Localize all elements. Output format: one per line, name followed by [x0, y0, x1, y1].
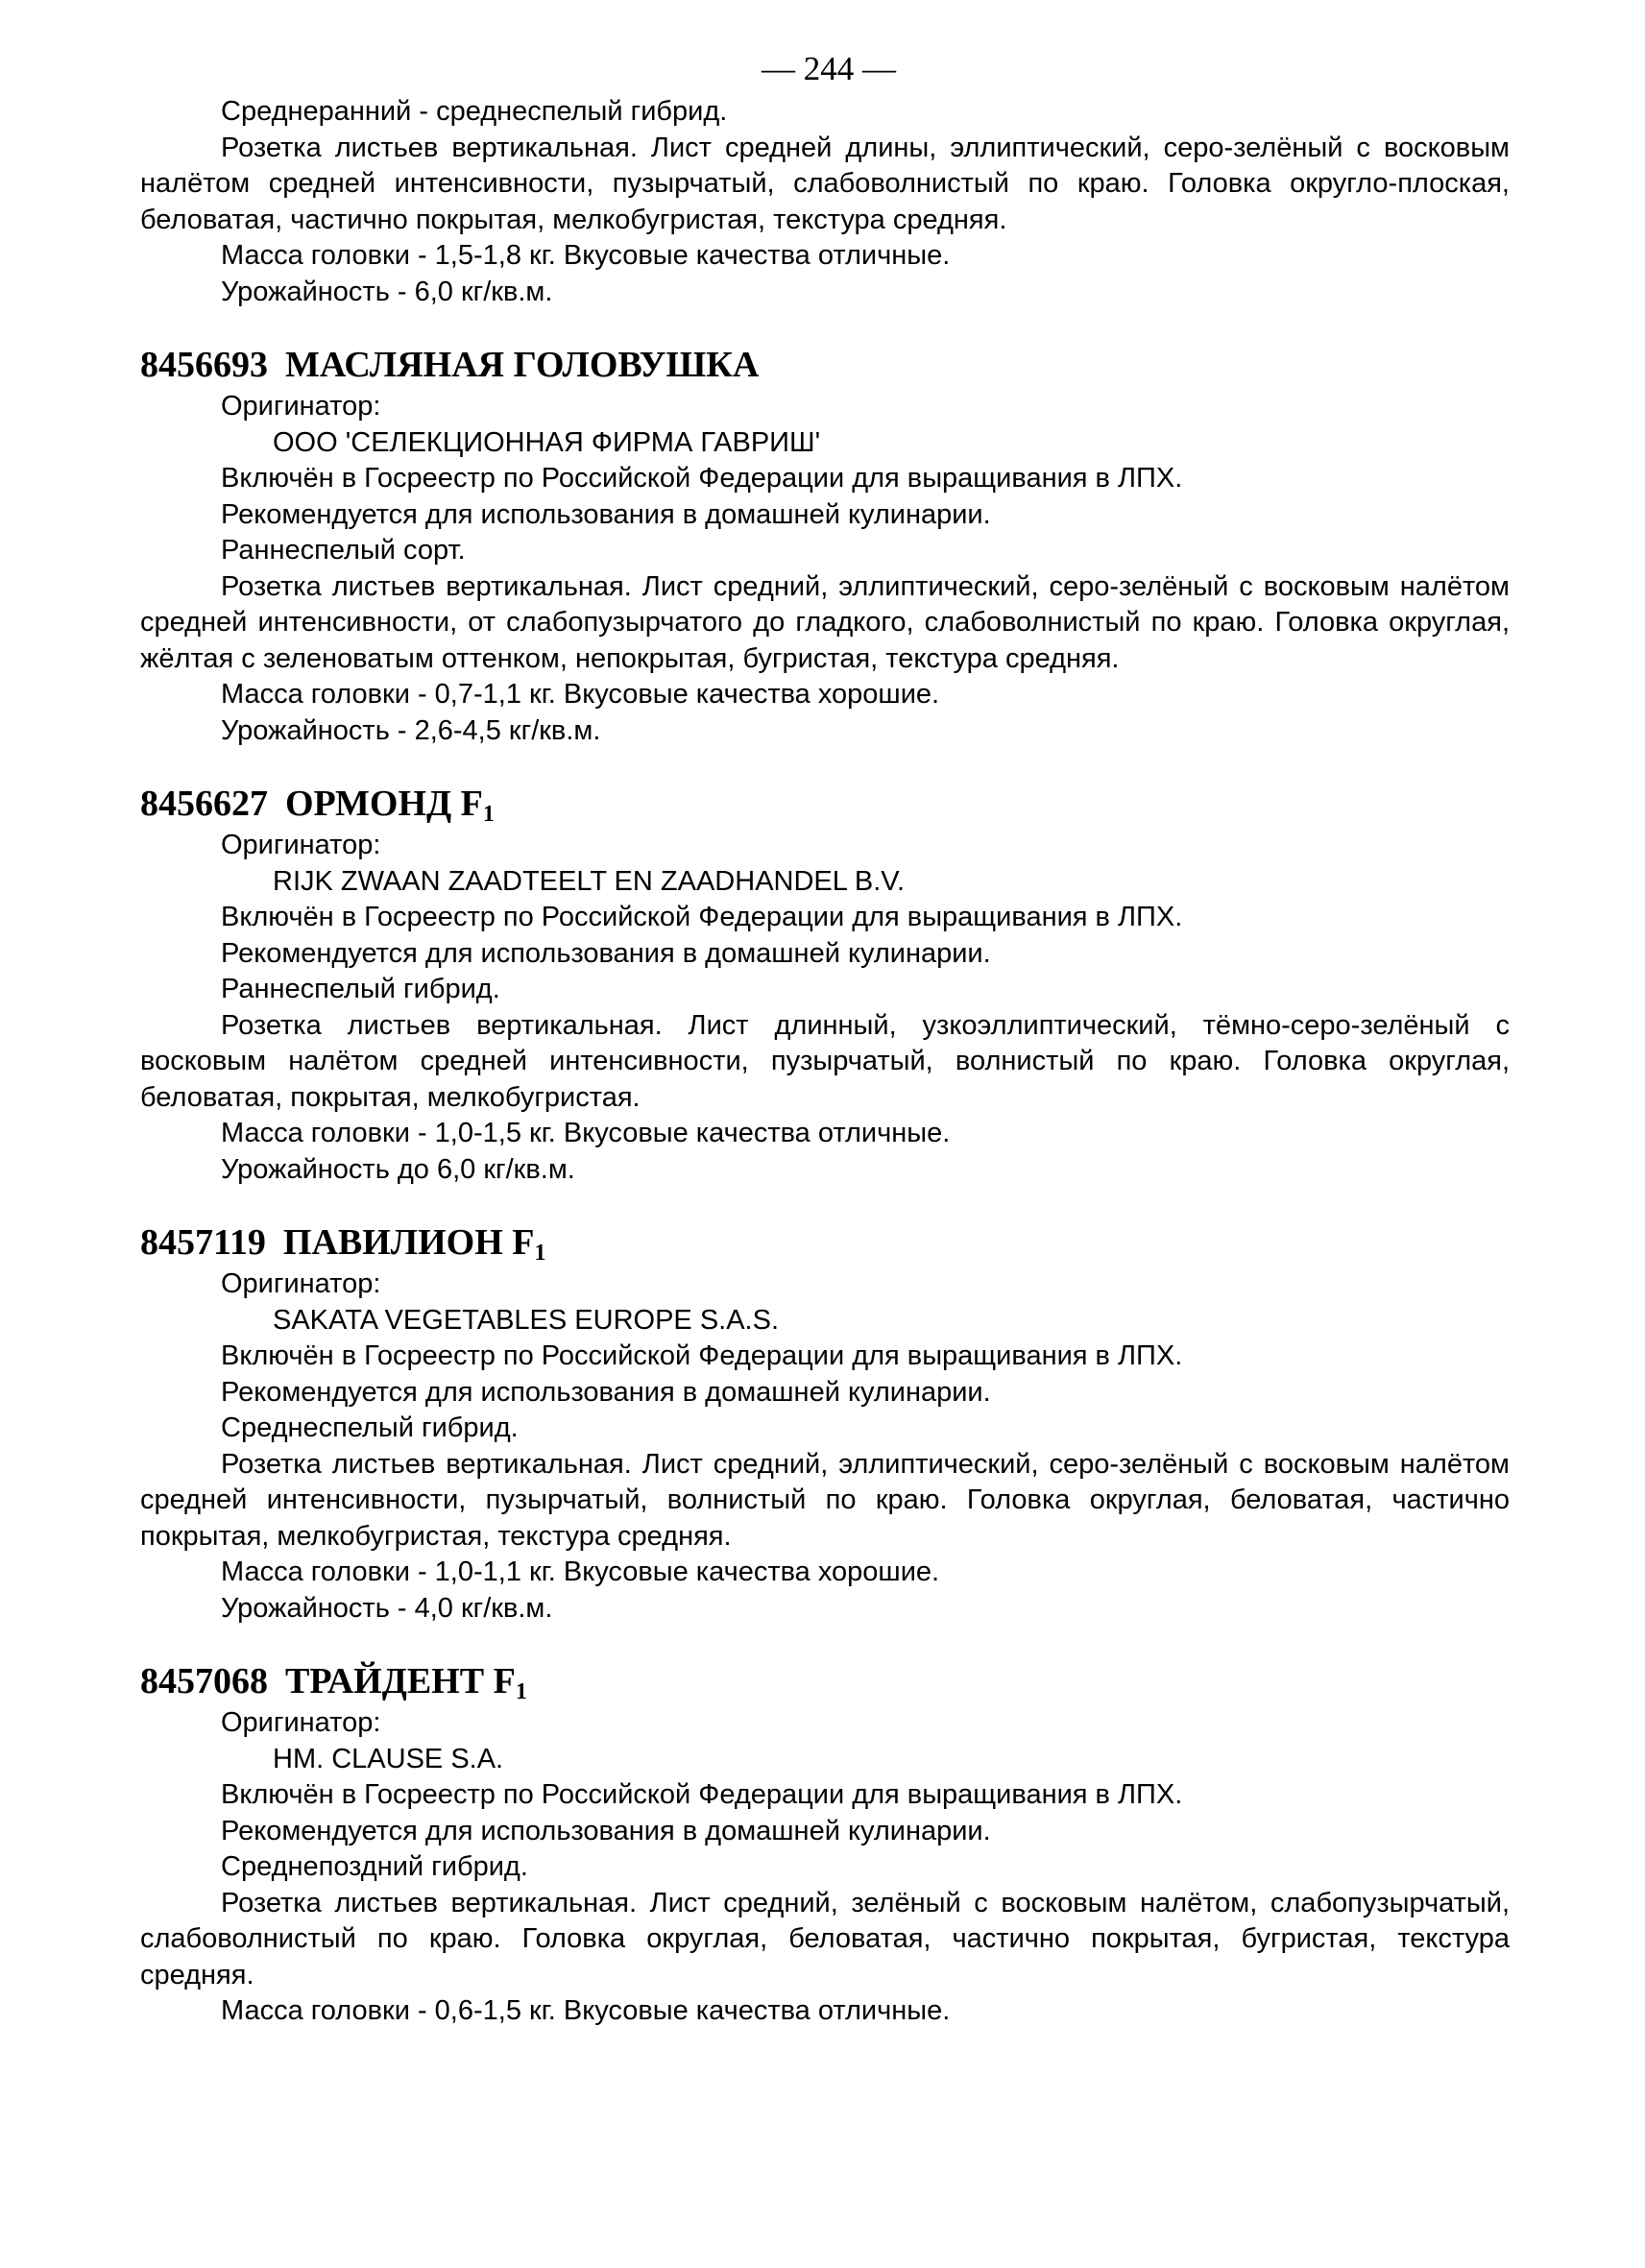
registry-note: Включён в Госреестр по Российской Федерации для выращивания в ЛПХ. [221, 1779, 1183, 1810]
yield-note: Урожайность до 6,0 кг/кв.м. [221, 1153, 575, 1185]
variety-entry [140, 344, 1510, 749]
variety-name: ТРАЙДЕНТ [285, 1661, 485, 1701]
originator-name: SAKATA VEGETABLES EUROPE S.A.S. [273, 1304, 780, 1336]
maturity-note: Среднепоздний гибрид. [221, 1851, 528, 1882]
variety-number: 8456627 [140, 784, 268, 824]
maturity-note: Среднеспелый гибрид. [221, 1412, 519, 1443]
mass-note: Масса головки - 0,6-1,5 кг. Вкусовые качества отличные. [221, 1995, 951, 2026]
variety-name: ПАВИЛИОН [282, 1222, 503, 1263]
registry-note: Включён в Госреестр по Российской Федерации для выращивания в ЛПХ. [221, 463, 1183, 494]
hybrid-marker-subscript: 1 [482, 802, 495, 827]
variety-entry [140, 783, 1510, 1188]
originator-label: Оригинатор: [221, 830, 381, 860]
originator-label: Оригинатор: [221, 1707, 381, 1738]
maturity-note: Раннеспелый сорт. [221, 535, 466, 566]
registry-note: Включён в Госреестр по Российской Федерации для выращивания в ЛПХ. [221, 1340, 1183, 1371]
variety-heading [140, 1660, 1510, 1702]
variety-entry [140, 1660, 1510, 2030]
page-number: — 244 — [762, 50, 896, 87]
originator-label: Оригинатор: [221, 1268, 381, 1299]
maturity-note: Раннеспелый гибрид. [221, 974, 500, 1004]
variety-heading [140, 1221, 1510, 1264]
description-text: Розетка листьев вертикальная. Лист средний, зелёный с восковым налётом, слабопузырчатый, слабоволнистый по краю. Головка округлая, беловатая, частично покрытая, бугристая, текстура средняя. [140, 1887, 1510, 1991]
originator-name: HM. CLAUSE S.A. [273, 1743, 504, 1774]
intro-section [140, 94, 1510, 310]
yield-note: Урожайность - 2,6-4,5 кг/кв.м. [221, 714, 601, 746]
intro-yield: Урожайность - 6,0 кг/кв.м. [221, 276, 553, 307]
mass-note: Масса головки - 1,0-1,5 кг. Вкусовые качества отличные. [221, 1118, 951, 1148]
hybrid-marker-subscript: 1 [515, 1679, 527, 1704]
hybrid-marker: F [493, 1661, 516, 1701]
originator-name: RIJK ZWAAN ZAADTEELT EN ZAADHANDEL B.V. [273, 865, 906, 897]
description-text: Розетка листьев вертикальная. Лист длинный, узкоэллиптический, тёмно-серо-зелёный с восковым налётом средней интенсивности, пузырчатый, волнистый по краю. Головка округлая, беловатая, покрытая, мелкобугристая. [140, 1009, 1510, 1113]
hybrid-marker: F [460, 784, 483, 824]
intro-description: Розетка листьев вертикальная. Лист средней длины, эллиптический, серо-зелёный с восковым налётом средней интенсивности, пузырчатый, слабоволнистый по краю. Головка округло-плоская, беловатая, частично покрытая, мелкобугристая, текстура средняя. [140, 132, 1510, 235]
intro-maturity: Среднеранний - среднеспелый гибрид. [221, 96, 728, 127]
variety-name: МАСЛЯНАЯ ГОЛОВУШКА [285, 345, 760, 385]
document-page [140, 48, 1510, 2030]
description-text: Розетка листьев вертикальная. Лист средний, эллиптический, серо-зелёный с восковым налётом средней интенсивности, пузырчатый, волнистый по краю. Головка округлая, беловатая, частично покрытая, мелкобугристая, текстура средняя. [140, 1448, 1510, 1552]
description-text: Розетка листьев вертикальная. Лист средний, эллиптический, серо-зелёный с восковым налётом средней интенсивности, от слабопузырчатого до гладкого, слабоволнистый по краю. Головка округлая, жёлтая с зеленоватым оттенком, непокрытая, бугристая, текстура средняя. [140, 570, 1510, 674]
hybrid-marker-subscript: 1 [534, 1241, 546, 1266]
originator-label: Оригинатор: [221, 391, 381, 422]
variety-heading [140, 344, 1510, 386]
variety-heading [140, 783, 1510, 825]
variety-number: 8456693 [140, 345, 268, 385]
originator-name: ООО 'СЕЛЕКЦИОННАЯ ФИРМА ГАВРИШ' [273, 426, 821, 458]
variety-name: ОРМОНД [285, 784, 452, 824]
mass-note: Масса головки - 0,7-1,1 кг. Вкусовые качества хорошие. [221, 679, 940, 710]
usage-note: Рекомендуется для использования в домашней кулинарии. [221, 937, 991, 969]
hybrid-marker: F [512, 1222, 535, 1263]
usage-note: Рекомендуется для использования в домашней кулинарии. [221, 498, 991, 530]
yield-note: Урожайность - 4,0 кг/кв.м. [221, 1592, 553, 1624]
variety-number: 8457119 [140, 1222, 266, 1263]
usage-note: Рекомендуется для использования в домашней кулинарии. [221, 1376, 991, 1408]
usage-note: Рекомендуется для использования в домашней кулинарии. [221, 1815, 991, 1846]
registry-note: Включён в Госреестр по Российской Федерации для выращивания в ЛПХ. [221, 902, 1183, 932]
mass-note: Масса головки - 1,0-1,1 кг. Вкусовые качества хорошие. [221, 1556, 940, 1587]
intro-mass: Масса головки - 1,5-1,8 кг. Вкусовые качества отличные. [221, 240, 951, 271]
variety-number: 8457068 [140, 1661, 268, 1701]
variety-entry [140, 1221, 1510, 1627]
